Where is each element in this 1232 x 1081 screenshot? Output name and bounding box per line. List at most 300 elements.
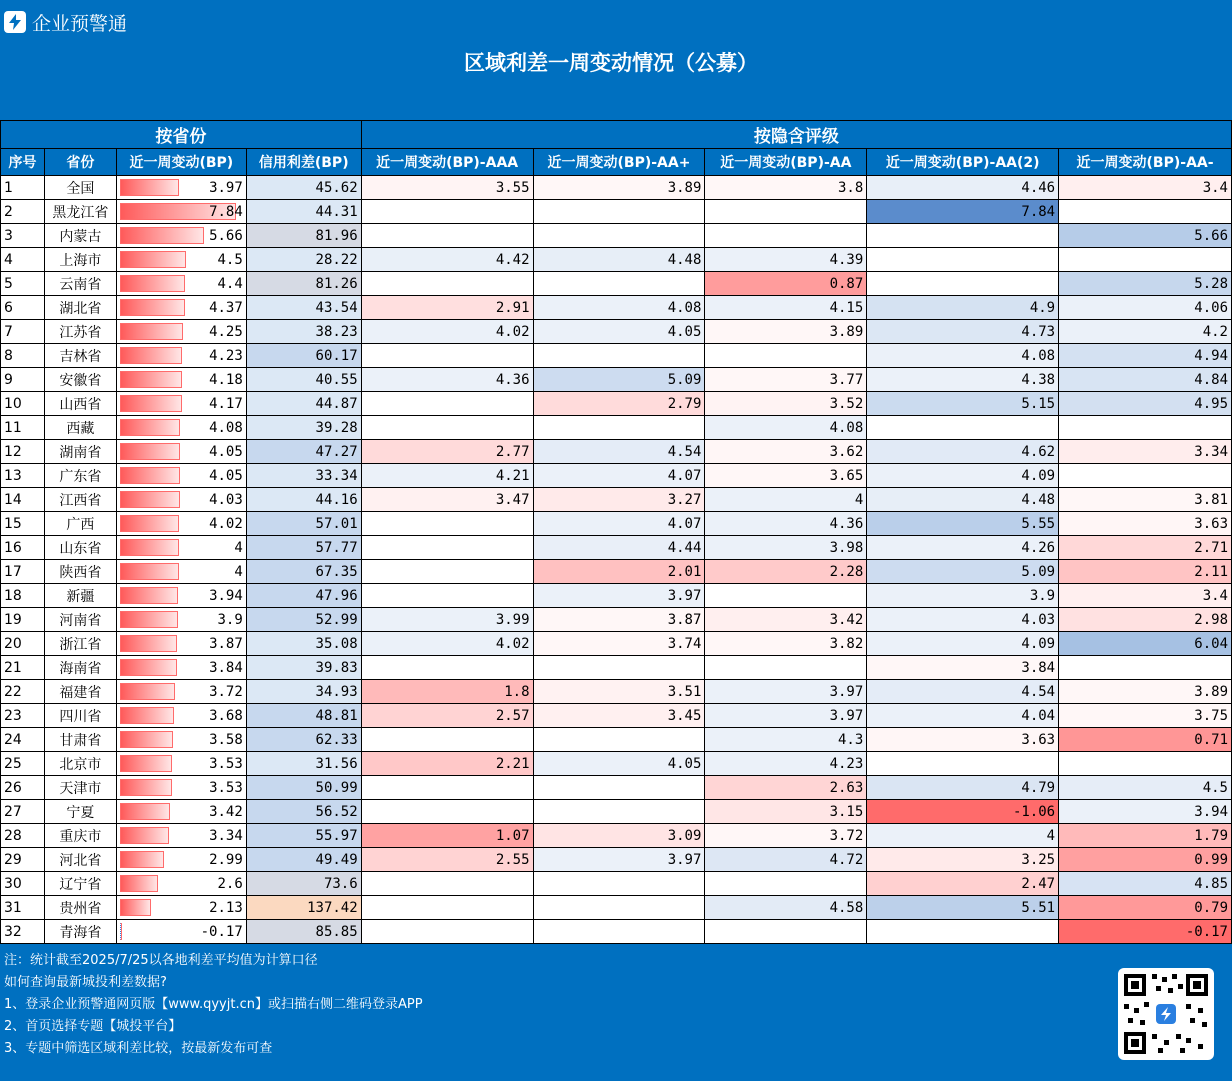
rating-change-aam: 4.94 <box>1059 344 1232 368</box>
weekly-change-bar-cell <box>116 608 246 632</box>
rating-change-aap: 3.87 <box>533 608 705 632</box>
province-name: 海南省 <box>44 656 116 680</box>
weekly-change-value: 4.05 <box>209 467 243 484</box>
rating-change-aap: 3.97 <box>533 848 705 872</box>
rating-change-aa2: 2.47 <box>867 872 1059 896</box>
rating-change-aap <box>533 800 705 824</box>
footer-step: 1、登录企业预警通网页版【www.qyyjt.cn】或扫描右侧二维码登录APP <box>4 997 423 1012</box>
rating-change-aam: 4.2 <box>1059 320 1232 344</box>
weekly-change-value: 4 <box>234 563 243 580</box>
province-name: 新疆 <box>44 584 116 608</box>
row-index: 7 <box>1 320 45 344</box>
rating-change-aap: 3.45 <box>533 704 705 728</box>
rating-change-aap: 3.97 <box>533 584 705 608</box>
weekly-change-value: 3.87 <box>209 635 243 652</box>
row-index: 22 <box>1 680 45 704</box>
rating-change-aam: 2.71 <box>1059 536 1232 560</box>
weekly-change-bar-cell <box>116 560 246 584</box>
rating-change-aap: 4.05 <box>533 752 705 776</box>
weekly-change-bar-cell <box>116 344 246 368</box>
rating-change-aam: 3.4 <box>1059 584 1232 608</box>
data-bar <box>120 587 178 604</box>
row-index: 14 <box>1 488 45 512</box>
row-index: 11 <box>1 416 45 440</box>
rating-change-aa2: 4.79 <box>867 776 1059 800</box>
rating-change-aap <box>533 344 705 368</box>
province-name: 江西省 <box>44 488 116 512</box>
weekly-change-bar-cell <box>116 512 246 536</box>
rating-change-aam: 3.75 <box>1059 704 1232 728</box>
data-bar <box>120 755 172 772</box>
rating-change-aa2: 4.48 <box>867 488 1059 512</box>
footer-note: 注：统计截至2025/7/25以各地利差平均值为计算口径 <box>4 953 318 968</box>
row-index: 31 <box>1 896 45 920</box>
data-bar <box>120 683 175 700</box>
data-bar <box>120 515 179 532</box>
weekly-change-value: 4.37 <box>209 299 243 316</box>
rating-change-aa <box>705 224 867 248</box>
weekly-change-bar-cell <box>116 920 246 944</box>
credit-spread-value: 38.23 <box>246 320 361 344</box>
weekly-change-value: 3.68 <box>209 707 243 724</box>
weekly-change-value: 3.53 <box>209 779 243 796</box>
footer-notes <box>4 950 423 1060</box>
rating-change-aa2: 5.51 <box>867 896 1059 920</box>
rating-change-aa2: 4 <box>867 824 1059 848</box>
rating-change-aa: 2.63 <box>705 776 867 800</box>
weekly-change-value: 3.53 <box>209 755 243 772</box>
rating-change-aaa <box>361 344 533 368</box>
rating-change-aa: 3.52 <box>705 392 867 416</box>
province-name: 西藏 <box>44 416 116 440</box>
rating-change-aa: 3.82 <box>705 632 867 656</box>
table-row <box>1 704 1232 728</box>
province-name: 天津市 <box>44 776 116 800</box>
weekly-change-value: 2.99 <box>209 851 243 868</box>
rating-change-aa2: 3.63 <box>867 728 1059 752</box>
data-bar <box>120 251 187 268</box>
rating-change-aa: 0.87 <box>705 272 867 296</box>
rating-change-aaa <box>361 896 533 920</box>
rating-change-aa2: 4.08 <box>867 344 1059 368</box>
rating-change-aaa: 2.55 <box>361 848 533 872</box>
rating-change-aa2: 4.38 <box>867 368 1059 392</box>
rating-change-aa: 4.08 <box>705 416 867 440</box>
rating-change-aam <box>1059 416 1232 440</box>
rating-change-aap <box>533 200 705 224</box>
province-name: 云南省 <box>44 272 116 296</box>
data-bar <box>120 707 174 724</box>
weekly-change-bar-cell <box>116 272 246 296</box>
credit-spread-value: 39.28 <box>246 416 361 440</box>
weekly-change-value: 4.4 <box>217 275 243 292</box>
rating-change-aa2: 4.26 <box>867 536 1059 560</box>
rating-change-aa: 4.3 <box>705 728 867 752</box>
weekly-change-bar-cell <box>116 800 246 824</box>
data-bar <box>120 419 180 436</box>
row-index: 23 <box>1 704 45 728</box>
row-index: 6 <box>1 296 45 320</box>
rating-change-aap <box>533 728 705 752</box>
credit-spread-value: 57.01 <box>246 512 361 536</box>
rating-change-aam: 1.79 <box>1059 824 1232 848</box>
rating-change-aa2: 3.9 <box>867 584 1059 608</box>
rating-change-aa: 3.77 <box>705 368 867 392</box>
rating-change-aa2 <box>867 920 1059 944</box>
weekly-change-bar-cell <box>116 680 246 704</box>
rating-change-aam: 3.89 <box>1059 680 1232 704</box>
rating-change-aap: 3.51 <box>533 680 705 704</box>
province-name: 河南省 <box>44 608 116 632</box>
rating-change-aaa <box>361 392 533 416</box>
province-name: 黑龙江省 <box>44 200 116 224</box>
table-row <box>1 800 1232 824</box>
weekly-change-value: 4.17 <box>209 395 243 412</box>
row-index: 17 <box>1 560 45 584</box>
weekly-change-bar-cell <box>116 776 246 800</box>
rating-change-aaa: 3.47 <box>361 488 533 512</box>
rating-change-aam: 4.95 <box>1059 392 1232 416</box>
col-header: 近一周变动(BP) <box>116 149 246 176</box>
credit-spread-value: 40.55 <box>246 368 361 392</box>
rating-change-aap: 4.48 <box>533 248 705 272</box>
data-bar <box>120 227 204 244</box>
col-header: 序号 <box>1 149 45 176</box>
data-bar <box>120 731 173 748</box>
rating-change-aaa: 2.21 <box>361 752 533 776</box>
credit-spread-value: 44.16 <box>246 488 361 512</box>
rating-change-aap: 4.08 <box>533 296 705 320</box>
province-name: 辽宁省 <box>44 872 116 896</box>
rating-change-aa: 3.65 <box>705 464 867 488</box>
weekly-change-bar-cell <box>116 728 246 752</box>
rating-change-aa: 3.42 <box>705 608 867 632</box>
row-index: 9 <box>1 368 45 392</box>
qr-code-icon[interactable] <box>1118 968 1214 1060</box>
data-bar <box>120 875 158 892</box>
rating-change-aa <box>705 656 867 680</box>
rating-change-aa <box>705 584 867 608</box>
rating-change-aa: 4.15 <box>705 296 867 320</box>
rating-change-aam: 0.99 <box>1059 848 1232 872</box>
rating-change-aap <box>533 656 705 680</box>
table-row <box>1 272 1232 296</box>
rating-change-aa2 <box>867 224 1059 248</box>
rating-change-aaa <box>361 200 533 224</box>
province-name: 湖南省 <box>44 440 116 464</box>
table-row <box>1 896 1232 920</box>
credit-spread-value: 33.34 <box>246 464 361 488</box>
data-bar <box>120 851 164 868</box>
credit-spread-value: 49.49 <box>246 848 361 872</box>
col-header: 近一周变动(BP)-AA <box>705 149 867 176</box>
rating-change-aaa: 2.57 <box>361 704 533 728</box>
rating-change-aap: 2.79 <box>533 392 705 416</box>
row-index: 19 <box>1 608 45 632</box>
province-name: 湖北省 <box>44 296 116 320</box>
province-name: 青海省 <box>44 920 116 944</box>
province-name: 陕西省 <box>44 560 116 584</box>
weekly-change-value: 3.94 <box>209 587 243 604</box>
data-bar <box>120 395 182 412</box>
province-name: 山东省 <box>44 536 116 560</box>
row-index: 32 <box>1 920 45 944</box>
rating-change-aa: 3.98 <box>705 536 867 560</box>
weekly-change-value: 4.23 <box>209 347 243 364</box>
rating-change-aa: 4.58 <box>705 896 867 920</box>
credit-spread-value: 73.6 <box>246 872 361 896</box>
data-bar <box>120 539 179 556</box>
row-index: 30 <box>1 872 45 896</box>
weekly-change-value: 3.58 <box>209 731 243 748</box>
footer-question: 如何查询最新城投利差数据? <box>4 975 167 990</box>
weekly-change-bar-cell <box>116 536 246 560</box>
rating-change-aap <box>533 224 705 248</box>
rating-change-aaa <box>361 224 533 248</box>
weekly-change-bar-cell <box>116 752 246 776</box>
row-index: 25 <box>1 752 45 776</box>
rating-change-aa2: 4.46 <box>867 176 1059 200</box>
group-by-province: 按省份 <box>1 121 362 149</box>
row-index: 3 <box>1 224 45 248</box>
weekly-change-bar-cell <box>116 296 246 320</box>
table-row <box>1 248 1232 272</box>
province-name: 上海市 <box>44 248 116 272</box>
table-row <box>1 824 1232 848</box>
rating-change-aa2: -1.06 <box>867 800 1059 824</box>
credit-spread-value: 62.33 <box>246 728 361 752</box>
table-row <box>1 848 1232 872</box>
province-name: 重庆市 <box>44 824 116 848</box>
data-bar <box>120 371 182 388</box>
credit-spread-value: 35.08 <box>246 632 361 656</box>
weekly-change-bar-cell <box>116 896 246 920</box>
credit-spread-value: 67.35 <box>246 560 361 584</box>
rating-change-aa2 <box>867 248 1059 272</box>
rating-change-aaa: 4.36 <box>361 368 533 392</box>
rating-change-aa2: 5.09 <box>867 560 1059 584</box>
weekly-change-bar-cell <box>116 656 246 680</box>
rating-change-aam: 4.06 <box>1059 296 1232 320</box>
province-name: 贵州省 <box>44 896 116 920</box>
credit-spread-value: 55.97 <box>246 824 361 848</box>
weekly-change-bar-cell <box>116 824 246 848</box>
rating-change-aa: 4.36 <box>705 512 867 536</box>
credit-spread-value: 34.93 <box>246 680 361 704</box>
weekly-change-bar-cell <box>116 176 246 200</box>
table-row <box>1 392 1232 416</box>
data-bar <box>120 563 179 580</box>
rating-change-aa2: 4.62 <box>867 440 1059 464</box>
rating-change-aap: 4.44 <box>533 536 705 560</box>
weekly-change-bar-cell <box>116 416 246 440</box>
rating-change-aa2: 4.03 <box>867 608 1059 632</box>
lightning-icon <box>4 11 26 33</box>
rating-change-aa2 <box>867 416 1059 440</box>
credit-spread-value: 52.99 <box>246 608 361 632</box>
weekly-change-value: 4 <box>234 539 243 556</box>
rating-change-aam <box>1059 248 1232 272</box>
row-index: 15 <box>1 512 45 536</box>
row-index: 5 <box>1 272 45 296</box>
rating-change-aap: 4.05 <box>533 320 705 344</box>
rating-change-aaa: 3.99 <box>361 608 533 632</box>
row-index: 26 <box>1 776 45 800</box>
rating-change-aa: 2.28 <box>705 560 867 584</box>
table-row <box>1 440 1232 464</box>
rating-change-aam: -0.17 <box>1059 920 1232 944</box>
rating-change-aap <box>533 272 705 296</box>
table-row <box>1 608 1232 632</box>
table-row <box>1 680 1232 704</box>
rating-change-aa2: 4.09 <box>867 464 1059 488</box>
row-index: 1 <box>1 176 45 200</box>
rating-change-aam: 3.94 <box>1059 800 1232 824</box>
data-bar <box>120 299 185 316</box>
table-row <box>1 776 1232 800</box>
rating-change-aa: 3.97 <box>705 680 867 704</box>
data-bar <box>120 179 179 196</box>
data-bar <box>120 347 183 364</box>
rating-change-aa <box>705 344 867 368</box>
table-row <box>1 488 1232 512</box>
credit-spread-value: 85.85 <box>246 920 361 944</box>
weekly-change-bar-cell <box>116 464 246 488</box>
province-name: 北京市 <box>44 752 116 776</box>
rating-change-aam: 5.28 <box>1059 272 1232 296</box>
table-row <box>1 224 1232 248</box>
rating-change-aam <box>1059 464 1232 488</box>
row-index: 13 <box>1 464 45 488</box>
weekly-change-bar-cell <box>116 872 246 896</box>
table-row <box>1 368 1232 392</box>
weekly-change-value: 7.84 <box>209 203 243 220</box>
app-name: 企业预警通 <box>32 12 128 35</box>
table-row <box>1 920 1232 944</box>
weekly-change-bar-cell <box>116 632 246 656</box>
rating-change-aa: 3.97 <box>705 704 867 728</box>
rating-change-aa2: 4.54 <box>867 680 1059 704</box>
province-name: 宁夏 <box>44 800 116 824</box>
rating-change-aaa: 1.07 <box>361 824 533 848</box>
row-index: 8 <box>1 344 45 368</box>
row-index: 10 <box>1 392 45 416</box>
rating-change-aap <box>533 896 705 920</box>
credit-spread-value: 137.42 <box>246 896 361 920</box>
row-index: 21 <box>1 656 45 680</box>
data-bar <box>120 923 122 940</box>
rating-change-aa: 4.23 <box>705 752 867 776</box>
rating-change-aam: 3.63 <box>1059 512 1232 536</box>
credit-spread-value: 81.96 <box>246 224 361 248</box>
rating-change-aaa <box>361 800 533 824</box>
rating-change-aaa <box>361 272 533 296</box>
rating-change-aam: 4.5 <box>1059 776 1232 800</box>
rating-change-aam <box>1059 656 1232 680</box>
data-bar <box>120 635 177 652</box>
weekly-change-bar-cell <box>116 224 246 248</box>
rating-change-aa: 4.39 <box>705 248 867 272</box>
weekly-change-value: 3.72 <box>209 683 243 700</box>
rating-change-aap: 4.07 <box>533 464 705 488</box>
rating-change-aaa: 1.8 <box>361 680 533 704</box>
data-bar <box>120 443 180 460</box>
credit-spread-value: 48.81 <box>246 704 361 728</box>
row-index: 4 <box>1 248 45 272</box>
rating-change-aap: 4.54 <box>533 440 705 464</box>
rating-change-aa: 4.72 <box>705 848 867 872</box>
spread-table <box>0 120 1232 944</box>
col-header: 近一周变动(BP)-AA- <box>1059 149 1232 176</box>
data-bar <box>120 491 180 508</box>
table-row <box>1 728 1232 752</box>
credit-spread-value: 45.62 <box>246 176 361 200</box>
rating-change-aap <box>533 416 705 440</box>
province-name: 四川省 <box>44 704 116 728</box>
data-bar <box>120 611 178 628</box>
row-index: 28 <box>1 824 45 848</box>
table-row <box>1 752 1232 776</box>
province-name: 广东省 <box>44 464 116 488</box>
province-name: 浙江省 <box>44 632 116 656</box>
weekly-change-value: 3.42 <box>209 803 243 820</box>
weekly-change-value: 3.34 <box>209 827 243 844</box>
weekly-change-value: 2.13 <box>209 899 243 916</box>
row-index: 18 <box>1 584 45 608</box>
rating-change-aa2: 4.9 <box>867 296 1059 320</box>
table-row <box>1 320 1232 344</box>
table-row <box>1 344 1232 368</box>
rating-change-aaa <box>361 656 533 680</box>
rating-change-aap: 4.07 <box>533 512 705 536</box>
credit-spread-value: 60.17 <box>246 344 361 368</box>
footer-step: 3、专题中筛选区域利差比较，按最新发布可查 <box>4 1041 273 1056</box>
rating-change-aa2: 4.73 <box>867 320 1059 344</box>
rating-change-aa <box>705 920 867 944</box>
row-index: 20 <box>1 632 45 656</box>
rating-change-aaa <box>361 536 533 560</box>
rating-change-aaa: 2.91 <box>361 296 533 320</box>
table-row <box>1 200 1232 224</box>
rating-change-aam: 0.71 <box>1059 728 1232 752</box>
weekly-change-value: 2.6 <box>217 875 243 892</box>
table-row <box>1 512 1232 536</box>
credit-spread-value: 31.56 <box>246 752 361 776</box>
weekly-change-value: 4.02 <box>209 515 243 532</box>
table-row <box>1 656 1232 680</box>
rating-change-aaa <box>361 920 533 944</box>
province-name: 广西 <box>44 512 116 536</box>
data-bar <box>120 803 171 820</box>
col-header: 近一周变动(BP)-AAA <box>361 149 533 176</box>
rating-change-aa: 4 <box>705 488 867 512</box>
weekly-change-bar-cell <box>116 848 246 872</box>
rating-change-aa2 <box>867 272 1059 296</box>
credit-spread-value: 50.99 <box>246 776 361 800</box>
rating-change-aaa <box>361 728 533 752</box>
credit-spread-value: 47.96 <box>246 584 361 608</box>
data-bar <box>120 779 172 796</box>
rating-change-aam: 2.11 <box>1059 560 1232 584</box>
rating-change-aa: 3.8 <box>705 176 867 200</box>
data-bar <box>120 659 177 676</box>
rating-change-aam: 4.84 <box>1059 368 1232 392</box>
row-index: 27 <box>1 800 45 824</box>
rating-change-aaa: 4.02 <box>361 632 533 656</box>
province-name: 吉林省 <box>44 344 116 368</box>
data-bar <box>120 275 185 292</box>
rating-change-aam: 5.66 <box>1059 224 1232 248</box>
